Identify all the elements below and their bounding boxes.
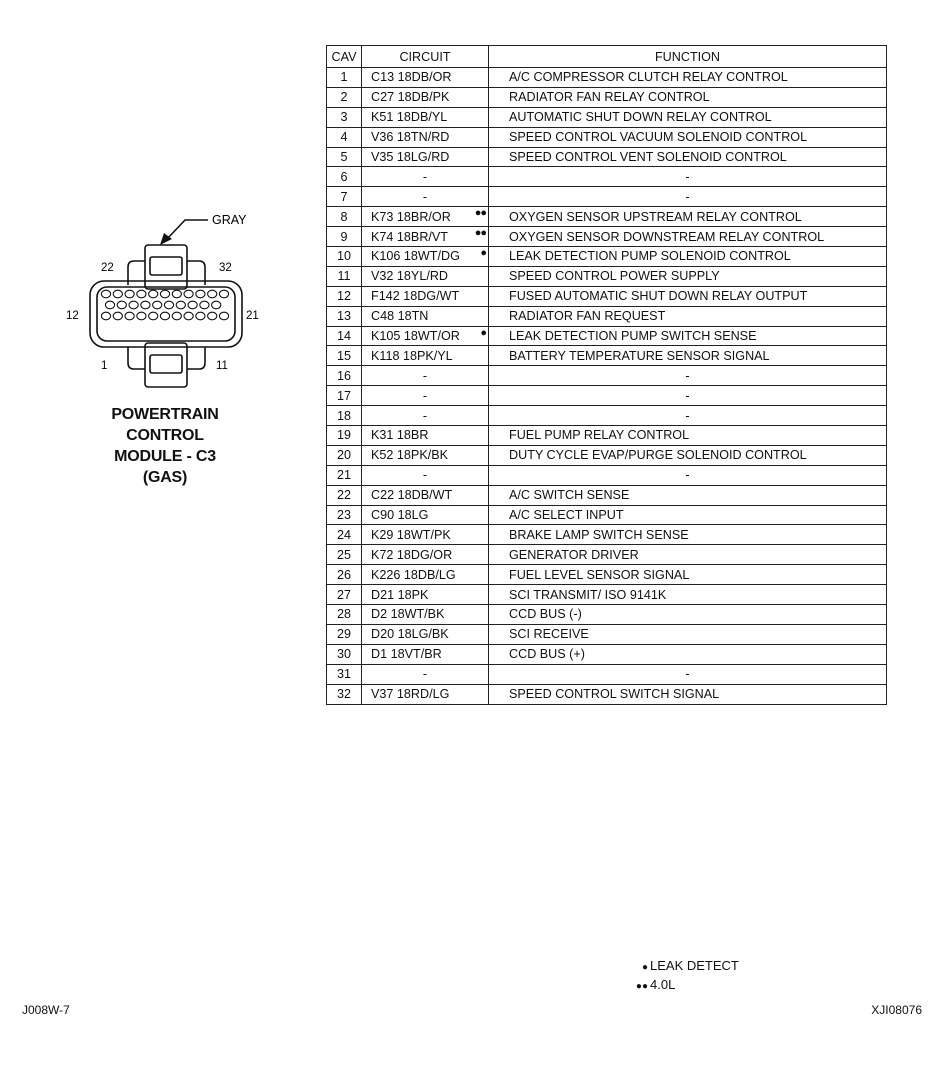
- table-row: [327, 445, 887, 465]
- legend-label: LEAK DETECT: [650, 958, 739, 973]
- pin-hole: [113, 312, 122, 320]
- table-header-row: [327, 46, 887, 68]
- pin-hole: [184, 312, 193, 320]
- option-marker-icon: ●●: [474, 227, 486, 240]
- cell-function: LEAK DETECTION PUMP SWITCH SENSE: [489, 326, 887, 346]
- header-circuit: CIRCUIT: [362, 46, 489, 68]
- cell-function: AUTOMATIC SHUT DOWN RELAY CONTROL: [489, 107, 887, 127]
- table-row: [327, 505, 887, 525]
- module-title-line: MODULE - C3: [114, 448, 216, 465]
- pin-hole: [219, 312, 228, 320]
- pin-hole: [176, 301, 185, 309]
- cell-cav: 14: [327, 326, 362, 346]
- cell-circuit: [362, 644, 489, 664]
- table-row: [327, 565, 887, 585]
- circuit-label: C48 18TN: [371, 309, 429, 324]
- pin-hole: [153, 301, 162, 309]
- figure-code-left: J008W-7: [22, 1003, 70, 1017]
- cell-cav: 7: [327, 187, 362, 207]
- cell-cav: 12: [327, 286, 362, 306]
- cell-circuit: [362, 227, 489, 247]
- table-row: [327, 107, 887, 127]
- cell-function: FUEL PUMP RELAY CONTROL: [489, 426, 887, 446]
- top-latch: [145, 245, 187, 289]
- circuit-label: K226 18DB/LG: [371, 567, 456, 582]
- pin-label-32: 32: [219, 262, 232, 274]
- cell-cav: 32: [327, 684, 362, 704]
- pin-hole: [137, 312, 146, 320]
- cell-circuit: [362, 326, 489, 346]
- circuit-label: V36 18TN/RD: [371, 130, 450, 145]
- circuit-label: C13 18DB/OR: [371, 70, 452, 85]
- table-row: [327, 406, 887, 426]
- cell-cav: 2: [327, 87, 362, 107]
- cell-cav: 20: [327, 445, 362, 465]
- pin-hole: [208, 290, 217, 298]
- cell-circuit: [362, 505, 489, 525]
- cell-function: OXYGEN SENSOR DOWNSTREAM RELAY CONTROL: [489, 227, 887, 247]
- circuit-label: K72 18DG/OR: [371, 547, 453, 562]
- table-row: [327, 187, 887, 207]
- cell-cav: 4: [327, 127, 362, 147]
- cell-function: -: [489, 366, 887, 386]
- cell-circuit: [362, 545, 489, 565]
- cell-cav: 26: [327, 565, 362, 585]
- table-row: [327, 87, 887, 107]
- cell-function: GENERATOR DRIVER: [489, 545, 887, 565]
- cell-cav: 19: [327, 426, 362, 446]
- table-row: [327, 286, 887, 306]
- pin-hole: [160, 290, 169, 298]
- cell-function: SPEED CONTROL POWER SUPPLY: [489, 266, 887, 286]
- cell-function: OXYGEN SENSOR UPSTREAM RELAY CONTROL: [489, 207, 887, 227]
- circuit-label: D21 18PK: [371, 587, 429, 602]
- option-marker-icon: ●: [480, 247, 486, 260]
- cell-cav: 27: [327, 585, 362, 605]
- cell-function: SCI RECEIVE: [489, 624, 887, 644]
- circuit-label: -: [422, 169, 428, 184]
- legend-item: [626, 957, 739, 976]
- cell-function: DUTY CYCLE EVAP/PURGE SOLENOID CONTROL: [489, 445, 887, 465]
- pin-hole: [172, 290, 181, 298]
- cell-circuit: [362, 286, 489, 306]
- pin-hole: [129, 301, 138, 309]
- cell-cav: 15: [327, 346, 362, 366]
- legend-item: [626, 976, 739, 995]
- cell-circuit: [362, 525, 489, 545]
- option-marker-icon: ●: [480, 326, 486, 339]
- header-cav: CAV: [327, 46, 362, 68]
- table-row: [327, 266, 887, 286]
- cell-circuit: [362, 624, 489, 644]
- table-row: [327, 585, 887, 605]
- cell-function: BRAKE LAMP SWITCH SENSE: [489, 525, 887, 545]
- cell-circuit: [362, 87, 489, 107]
- single-dot-icon: ●: [641, 962, 648, 973]
- cell-circuit: [362, 445, 489, 465]
- cell-circuit: [362, 386, 489, 406]
- cell-function: RADIATOR FAN RELAY CONTROL: [489, 87, 887, 107]
- circuit-label: K106 18WT/DG: [371, 249, 460, 264]
- cell-circuit: [362, 406, 489, 426]
- cell-circuit: [362, 585, 489, 605]
- pinout-table: [326, 45, 887, 705]
- cell-function: -: [489, 187, 887, 207]
- circuit-label: K105 18WT/OR: [371, 329, 460, 344]
- table-row: [327, 465, 887, 485]
- cell-cav: 29: [327, 624, 362, 644]
- circuit-label: V32 18YL/RD: [371, 269, 449, 284]
- table-row: [327, 485, 887, 505]
- pin-label-1: 1: [101, 360, 108, 372]
- table-row: [327, 426, 887, 446]
- cell-function: CCD BUS (+): [489, 644, 887, 664]
- pin-hole: [219, 290, 228, 298]
- pin-hole: [149, 290, 158, 298]
- circuit-label: -: [422, 189, 428, 204]
- cell-function: SCI TRANSMIT/ ISO 9141K: [489, 585, 887, 605]
- table-row: [327, 227, 887, 247]
- cell-circuit: [362, 187, 489, 207]
- pin-hole: [101, 290, 110, 298]
- bottom-latch: [145, 343, 187, 387]
- cell-cav: 31: [327, 664, 362, 684]
- pin-hole: [101, 312, 110, 320]
- double-dot-icon: ●●: [635, 981, 648, 992]
- cell-circuit: [362, 306, 489, 326]
- circuit-label: F142 18DG/WT: [371, 289, 460, 304]
- cell-cav: 25: [327, 545, 362, 565]
- circuit-label: K73 18BR/OR: [371, 209, 451, 224]
- legend: [626, 957, 739, 995]
- cell-cav: 28: [327, 605, 362, 625]
- cell-function: FUSED AUTOMATIC SHUT DOWN RELAY OUTPUT: [489, 286, 887, 306]
- cell-cav: 24: [327, 525, 362, 545]
- table-row: [327, 605, 887, 625]
- cell-cav: 6: [327, 167, 362, 187]
- table-row: [327, 624, 887, 644]
- figure-code-right: XJI08076: [871, 1003, 922, 1017]
- cell-circuit: [362, 167, 489, 187]
- circuit-label: D20 18LG/BK: [371, 627, 449, 642]
- circuit-label: V37 18RD/LG: [371, 687, 450, 702]
- circuit-label: D2 18WT/BK: [371, 607, 445, 622]
- pin-hole: [172, 312, 181, 320]
- circuit-label: V35 18LG/RD: [371, 150, 450, 164]
- cell-function: A/C SWITCH SENSE: [489, 485, 887, 505]
- cell-circuit: [362, 147, 489, 167]
- circuit-label: K74 18BR/VT: [371, 229, 449, 244]
- table-row: [327, 247, 887, 267]
- cell-circuit: [362, 68, 489, 88]
- cell-function: SPEED CONTROL VACUUM SOLENOID CONTROL: [489, 127, 887, 147]
- table-row: [327, 386, 887, 406]
- cell-circuit: [362, 107, 489, 127]
- table-row: [327, 346, 887, 366]
- pin-hole: [184, 290, 193, 298]
- module-title-line: (GAS): [142, 469, 188, 486]
- module-title-line: POWERTRAIN: [111, 406, 219, 423]
- module-title-line: CONTROL: [126, 427, 204, 444]
- cell-cav: 16: [327, 366, 362, 386]
- cell-cav: 5: [327, 147, 362, 167]
- circuit-label: -: [422, 667, 428, 682]
- circuit-label: -: [422, 388, 428, 403]
- cell-cav: 10: [327, 247, 362, 267]
- option-marker-icon: ●●: [474, 207, 486, 220]
- cell-function: -: [489, 465, 887, 485]
- circuit-label: D1 18VT/BR: [371, 647, 442, 662]
- cell-circuit: [362, 247, 489, 267]
- cell-cav: 23: [327, 505, 362, 525]
- cell-cav: 1: [327, 68, 362, 88]
- cell-circuit: [362, 485, 489, 505]
- table-row: [327, 306, 887, 326]
- pin-hole: [164, 301, 173, 309]
- cell-function: -: [489, 167, 887, 187]
- cell-cav: 30: [327, 644, 362, 664]
- cell-circuit: [362, 346, 489, 366]
- cell-cav: 11: [327, 266, 362, 286]
- circuit-label: -: [422, 468, 428, 483]
- cell-circuit: [362, 127, 489, 147]
- cell-function: CCD BUS (-): [489, 605, 887, 625]
- circuit-label: -: [422, 408, 428, 423]
- cell-circuit: [362, 465, 489, 485]
- cell-function: FUEL LEVEL SENSOR SIGNAL: [489, 565, 887, 585]
- table-row: [327, 684, 887, 704]
- pin-label-12: 12: [66, 310, 79, 322]
- legend-label: 4.0L: [650, 977, 676, 992]
- cell-circuit: [362, 684, 489, 704]
- cell-cav: 17: [327, 386, 362, 406]
- pin-hole: [208, 312, 217, 320]
- cell-cav: 21: [327, 465, 362, 485]
- cell-cav: 22: [327, 485, 362, 505]
- module-title: [70, 404, 260, 488]
- pin-hole: [196, 312, 205, 320]
- table-row: [327, 664, 887, 684]
- circuit-label: K31 18BR: [371, 428, 429, 443]
- cell-function: -: [489, 664, 887, 684]
- cell-function: A/C SELECT INPUT: [489, 505, 887, 525]
- cell-circuit: [362, 664, 489, 684]
- pin-label-21: 21: [246, 310, 259, 322]
- pin-hole: [196, 290, 205, 298]
- connector-diagram: [60, 205, 280, 395]
- cell-circuit: [362, 565, 489, 585]
- cell-function: -: [489, 406, 887, 426]
- circuit-label: C27 18DB/PK: [371, 90, 450, 105]
- pin-hole: [200, 301, 209, 309]
- cell-function: SPEED CONTROL SWITCH SIGNAL: [489, 684, 887, 704]
- pin-hole: [105, 301, 114, 309]
- cell-function: A/C COMPRESSOR CLUTCH RELAY CONTROL: [489, 68, 887, 88]
- pin-hole: [212, 301, 221, 309]
- cell-circuit: [362, 207, 489, 227]
- cell-cav: 3: [327, 107, 362, 127]
- cell-function: -: [489, 386, 887, 406]
- circuit-label: C90 18LG: [371, 508, 429, 523]
- table-row: [327, 127, 887, 147]
- pin-hole: [149, 312, 158, 320]
- pin-hole: [141, 301, 150, 309]
- cell-cav: 18: [327, 406, 362, 426]
- pin-label-22: 22: [101, 262, 114, 274]
- circuit-label: -: [422, 368, 428, 383]
- cell-cav: 9: [327, 227, 362, 247]
- circuit-label: K29 18WT/PK: [371, 527, 451, 542]
- circuit-label: K118 18PK/YL: [371, 348, 453, 363]
- circuit-label: K52 18PK/BK: [371, 448, 449, 463]
- table-row: [327, 525, 887, 545]
- cell-function: BATTERY TEMPERATURE SENSOR SIGNAL: [489, 346, 887, 366]
- table-row: [327, 326, 887, 346]
- cell-circuit: [362, 426, 489, 446]
- cell-function: LEAK DETECTION PUMP SOLENOID CONTROL: [489, 247, 887, 267]
- table-row: [327, 68, 887, 88]
- table-row: [327, 545, 887, 565]
- table-row: [327, 207, 887, 227]
- cell-function: SPEED CONTROL VENT SOLENOID CONTROL: [489, 147, 887, 167]
- circuit-label: C22 18DB/WT: [371, 488, 453, 503]
- table-row: [327, 366, 887, 386]
- pin-label-11: 11: [216, 360, 228, 372]
- pin-hole: [160, 312, 169, 320]
- connector-color-label: GRAY: [212, 213, 247, 227]
- cell-circuit: [362, 266, 489, 286]
- pin-hole: [137, 290, 146, 298]
- table-row: [327, 147, 887, 167]
- pin-hole: [117, 301, 126, 309]
- cell-circuit: [362, 366, 489, 386]
- circuit-label: K51 18DB/YL: [371, 110, 448, 125]
- pin-hole: [125, 312, 134, 320]
- cell-cav: 13: [327, 306, 362, 326]
- table-row: [327, 644, 887, 664]
- pin-hole: [125, 290, 134, 298]
- pin-hole: [188, 301, 197, 309]
- pin-hole: [113, 290, 122, 298]
- connector-body: [90, 281, 242, 347]
- header-function: FUNCTION: [489, 46, 887, 68]
- cell-cav: 8: [327, 207, 362, 227]
- cell-circuit: [362, 605, 489, 625]
- cell-function: RADIATOR FAN REQUEST: [489, 306, 887, 326]
- table-row: [327, 167, 887, 187]
